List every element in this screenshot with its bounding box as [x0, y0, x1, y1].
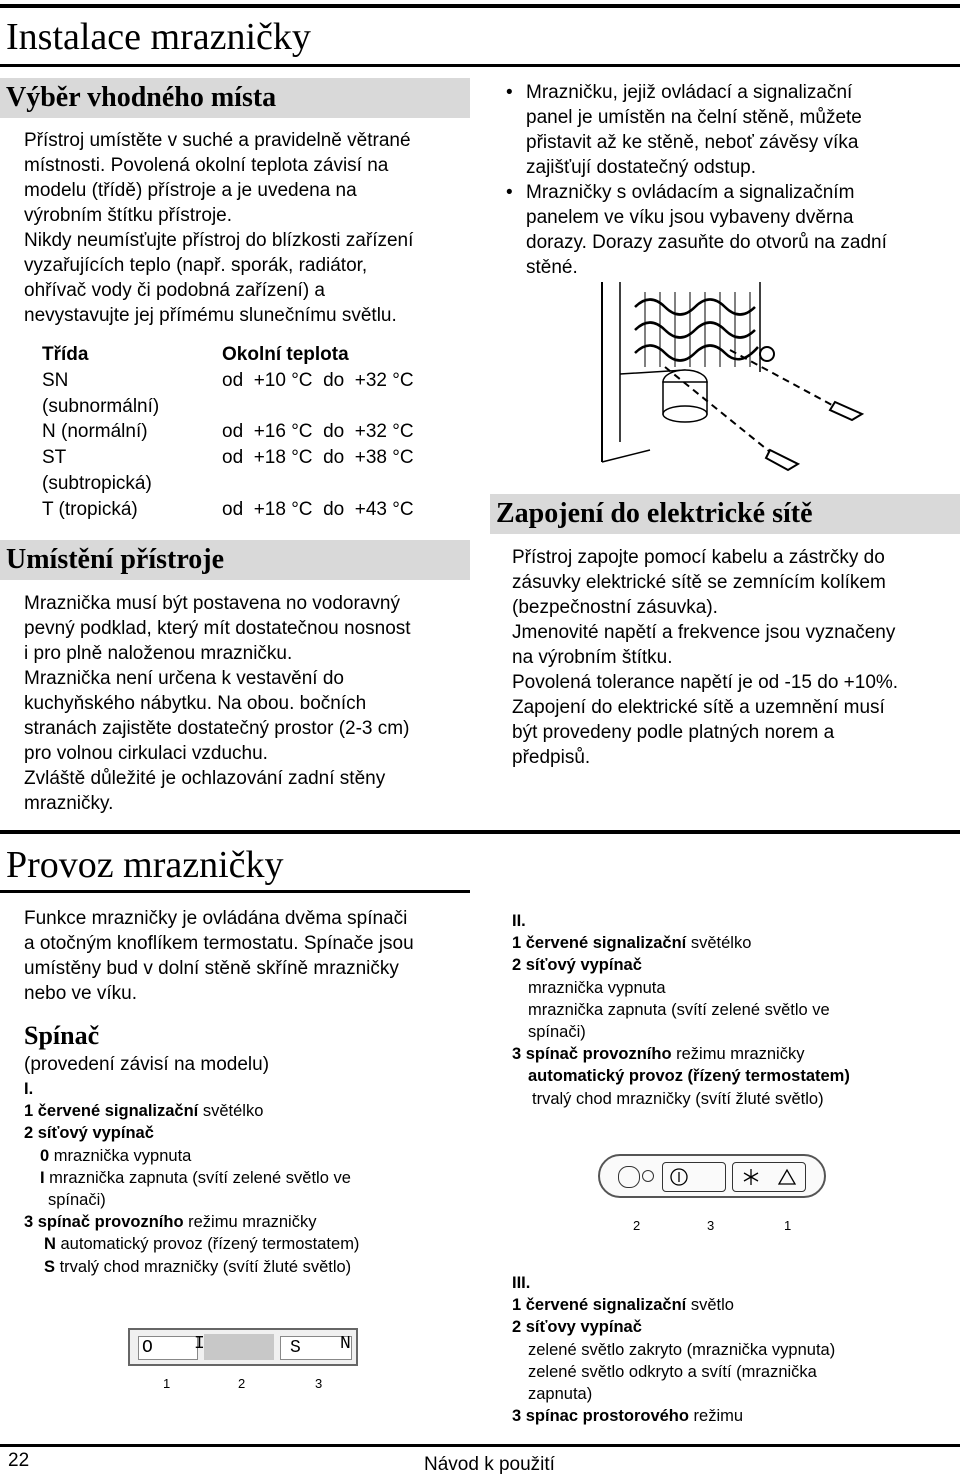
panel-number: 3	[315, 1376, 323, 1391]
title-rule	[0, 64, 960, 67]
panel-number: 2	[633, 1218, 641, 1233]
list-item: • Mrazničky s ovládacím a signalizačním panelem ve víku jsou vybaveny dvěrna dorazy. Dorazy zasuňte do otvorů na zadní stěné.	[506, 182, 887, 278]
section-rule	[0, 830, 960, 834]
panel-number: 3	[707, 1218, 715, 1233]
power-switch[interactable]	[662, 1162, 726, 1192]
bullet-list	[500, 80, 950, 280]
mode-switch[interactable]	[732, 1162, 806, 1192]
switch-heading: Spínač	[24, 1021, 100, 1050]
placement-paragraph: Mraznička musí být postavena no vodoravný pevný podklad, který mít dostatečnou nosnost i pro plně naloženou mrazničku. Mraznička není určena k vestavění do kuchyňského nábytku. Na obou. bočních stranách zajistěte dostatečný prostor (2-3 cm) pro volnou cirkulaci vzduchu. Zvláště důležité je ochlazování zadní stěny mrazničky.	[24, 593, 411, 814]
signal-light	[618, 1166, 640, 1188]
mode-switch-shade	[204, 1334, 274, 1360]
panel-number: 2	[238, 1376, 246, 1391]
signal-light-small	[642, 1170, 654, 1182]
footer-rule	[0, 1444, 960, 1447]
section-heading-electrical: Zapojení do elektrické sítě	[490, 494, 960, 534]
page-title: Instalace mrazničky	[6, 16, 311, 58]
list-item: • Mrazničku, jejiž ovládací a signalizační panel je umístěn na čelní stěně, můžete přistavit až ke stěně, neboť závěsy víka zajišťují dostatečný odstup.	[506, 82, 862, 178]
switch-label-n: N	[340, 1334, 351, 1354]
switch-label-s: S	[290, 1338, 301, 1358]
table-header-row: Třída Okolní teplota	[42, 344, 349, 365]
electrical-paragraph: Přístroj zapojte pomocí kabelu a zástrčky do zásuvky elektrické sítě se zemnícím kolíkem (bezpečnostní zásuvka). Jmenovité napětí a frekvence jsou vyznačeny na výrobním štítku. Povolená tolerance napětí je od -15 do +10%. Zapojení do elektrické sítě a uzemnění musí být provedeny podle platných norem a předpisů.	[512, 547, 899, 768]
variant-1-legend: I. 1 červené signalizační světélko 2 síťový vypínač 0 mraznička vypnuta I mraznička zapnuta (svítí zelené světlo ve spínači) 3 spínač provozního režimu mrazničky N automatický provoz (řízený termostatem) S trvalý chod mrazničky (svítí žluté světlo)	[24, 1080, 360, 1276]
climate-class-table	[42, 342, 462, 523]
bullet-icon: •	[506, 182, 513, 203]
location-paragraph: Přístroj umístěte v suché a pravidelně větrané místnosti. Povolená okolní teplota závisí na modelu (třídě) přístroje a je uvedena na výrobním štítku přístroje. Nikdy neumísťujte přístroj do blízkosti zařízení vyzařujících teplo (např. sporák, radiátor, ohřívač vody či podobná zařízení) a nevystavujte jej přímému slunečnímu světlu.	[24, 130, 414, 326]
table-row: N (normální) od +16 °C do +32 °C	[42, 421, 414, 443]
panel-number: 1	[784, 1218, 792, 1233]
page-number: 22	[8, 1450, 30, 1471]
section-heading-placement: Umístění přístroje	[0, 540, 470, 580]
variant-3-legend: III. 1 červené signalizační světlo 2 síťovy vypínač zelené světlo zakryto (mraznička vypnuta) zelené světlo odkryto a svítí (mraznička zapnuta) 3 spínac prostorového režimu	[512, 1274, 836, 1426]
variant-2-legend: II. 1 červené signalizační světélko 2 síťový vypínač mraznička vypnuta mraznička zapnuta (svítí zelené světlo ve spínači) 3 spínač provozního režimu mrazničky automatický provoz (řízený termostatem) trvalý chod mrazničky (svítí žluté světlo)	[512, 912, 850, 1108]
bullet-icon: •	[506, 82, 513, 103]
section-title-operation: Provoz mrazničky	[6, 844, 284, 886]
power-icon	[663, 1163, 725, 1191]
top-rule	[0, 4, 960, 8]
panel-number: 1	[163, 1376, 171, 1391]
switch-panel-variant-2	[598, 1154, 826, 1198]
switch-label-i: I	[194, 1334, 205, 1354]
switch-label-0: O	[142, 1338, 153, 1358]
freezer-spacer-illustration	[590, 282, 890, 492]
switch-subheading: (provedení závisí na modelu)	[24, 1054, 270, 1075]
table-row: T (tropická) od +18 °C do +43 °C	[42, 498, 414, 520]
table-row: SN (subnormální) od +10 °C do +32 °C	[42, 369, 414, 417]
section-title-rule	[0, 890, 470, 893]
switch-panel-variant-1	[128, 1328, 358, 1366]
snowflake-warning-icon	[733, 1163, 805, 1191]
section-heading-location: Výběr vhodného místa	[0, 78, 470, 118]
table-row: ST (subtropická) od +18 °C do +38 °C	[42, 447, 414, 494]
footer-title: Návod k použití	[424, 1454, 555, 1475]
operation-intro: Funkce mrazničky je ovládána dvěma spínači a otočným knoflíkem termostatu. Spínače jsou umístěny bud v dolní stěně skříně mrazničky nebo ve víku.	[24, 908, 414, 1004]
